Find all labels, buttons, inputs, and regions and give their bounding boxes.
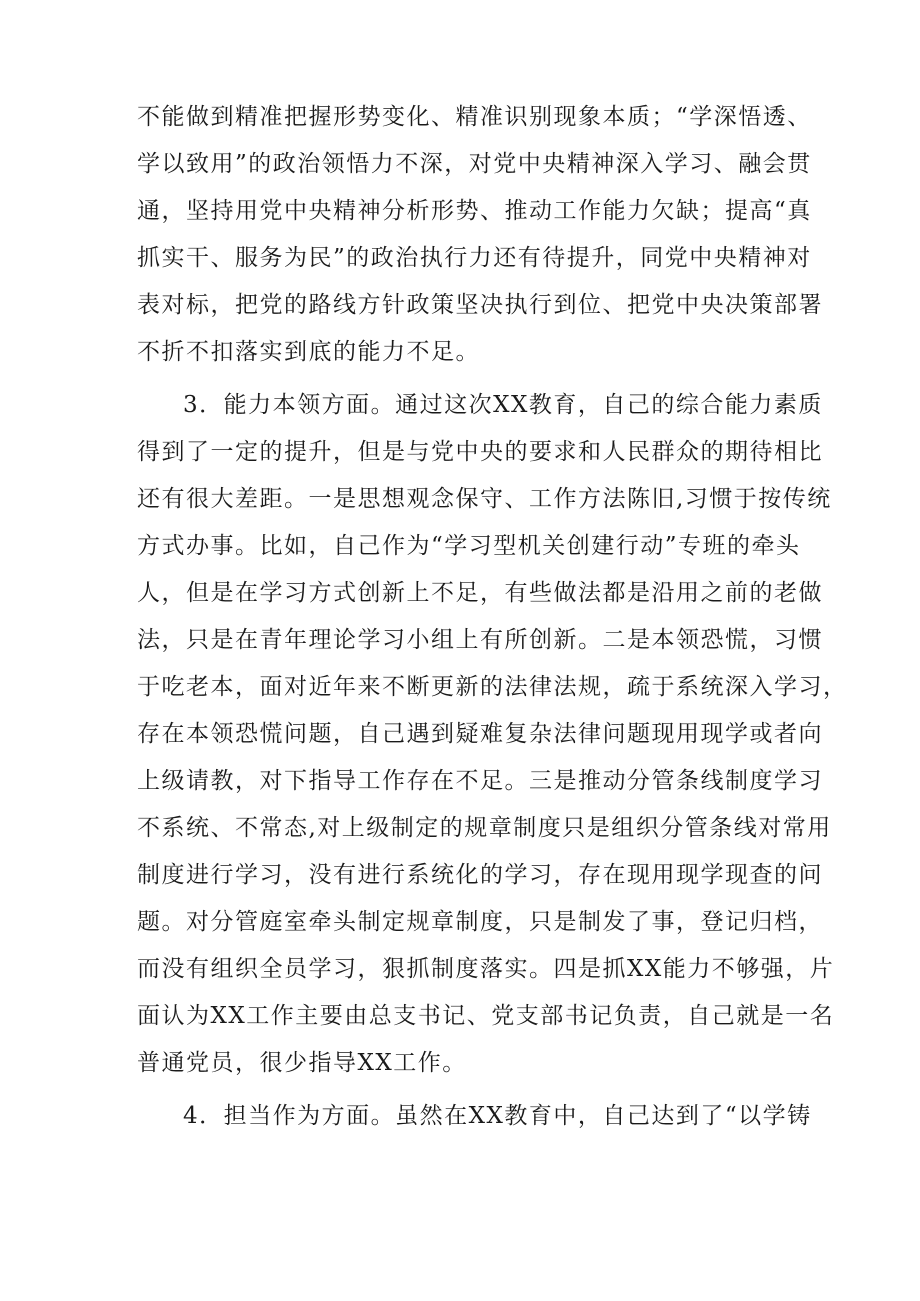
text-line: 普通党员，很少指导XX工作。 xyxy=(137,1050,467,1076)
text-line: 不系统、不常态,对上级制定的规章制度只是组织分管条线对常用 xyxy=(137,815,832,841)
text-line: 得到了一定的提升，但是与党中央的要求和人民群众的期待相比 xyxy=(137,439,823,465)
text-line: 上级请教，对下指导工作存在不足。三是推动分管条线制度学习 xyxy=(137,768,823,794)
document-body xyxy=(137,104,848,1129)
text-line: 3．能力本领方面。通过这次XX教育，自己的综合能力素质 xyxy=(183,392,823,418)
text-line: 而没有组织全员学习，狠抓制度落实。四是抓XX能力不够强，片 xyxy=(137,956,835,982)
text-line: 不折不扣落实到底的能力不足。 xyxy=(137,339,480,365)
text-line: 学以致用”的政治领悟力不深，对党中央精神深入学习、融会贯 xyxy=(137,151,812,177)
text-line: 人，但是在学习方式创新上不足，有些做法都是沿用之前的老做 xyxy=(137,580,823,606)
text-line: 存在本领恐慌问题，自己遇到疑难复杂法律问题现用现学或者向 xyxy=(137,721,823,747)
text-line: 于吃老本，面对近年来不断更新的法律法规，疏于系统深入学习， xyxy=(137,674,848,700)
text-line: 法，只是在青年理论学习小组上有所创新。二是本领恐慌，习惯 xyxy=(137,627,823,653)
text-line: 制度进行学习，没有进行系统化的学习，存在现用现学现查的问 xyxy=(137,862,823,888)
text-line: 通，坚持用党中央精神分析形势、推动工作能力欠缺；提高“真 xyxy=(137,198,812,224)
text-line: 表对标，把党的路线方针政策坚决执行到位、把党中央决策部署 xyxy=(137,292,823,318)
paragraph-political-ability xyxy=(137,104,823,365)
text-line: 不能做到精准把握形势变化、精准识别现象本质；“学深悟透、 xyxy=(137,104,812,130)
text-line: 题。对分管庭室牵头制定规章制度，只是制发了事，登记归档， xyxy=(137,909,823,935)
paragraph-responsibility xyxy=(137,1103,812,1129)
paragraph-ability-skills xyxy=(137,392,848,1076)
text-line: 还有很大差距。一是思想观念保守、工作方法陈旧,习惯于按传统 xyxy=(137,486,832,512)
text-line: 4．担当作为方面。虽然在XX教育中，自己达到了“以学铸 xyxy=(183,1103,812,1129)
text-line: 方式办事。比如，自己作为“学习型机关创建行动”专班的牵头 xyxy=(137,533,801,559)
text-line: 面认为XX工作主要由总支书记、党支部书记负责，自己就是一名 xyxy=(137,1003,835,1029)
text-line: 抓实干、服务为民”的政治执行力还有待提升，同党中央精神对 xyxy=(137,245,812,271)
